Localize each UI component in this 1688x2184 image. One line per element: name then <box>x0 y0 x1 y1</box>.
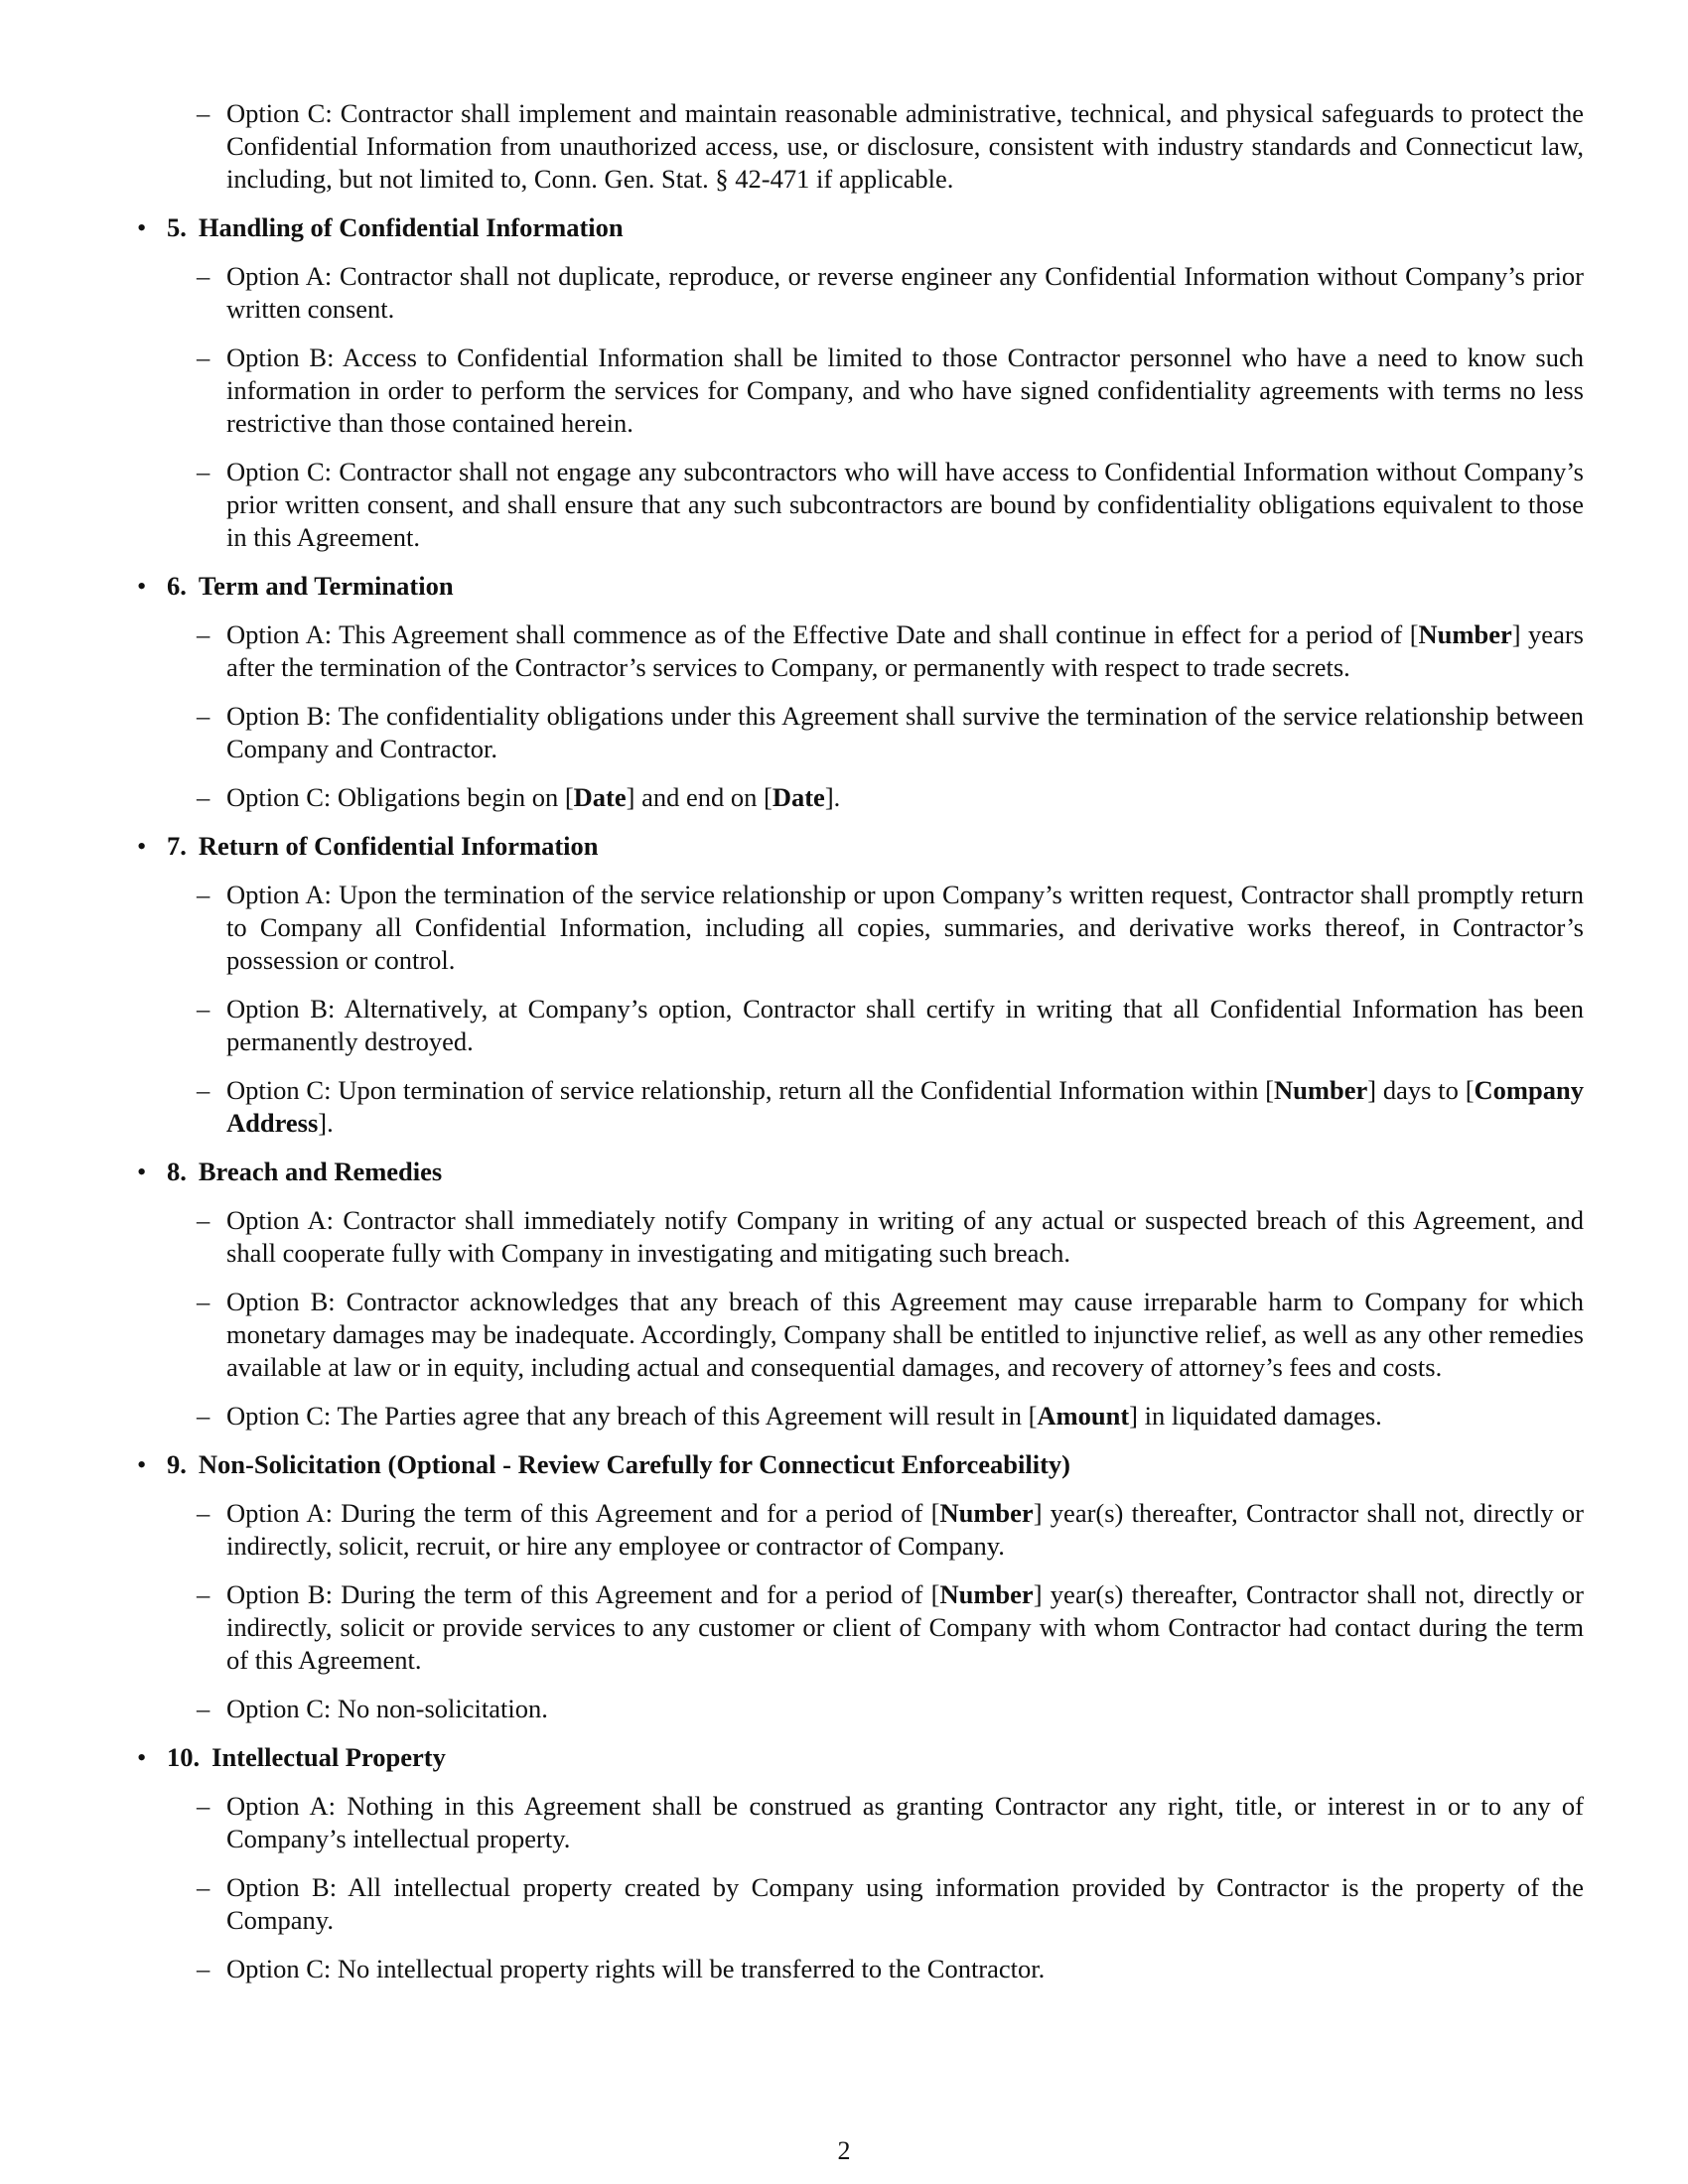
placeholder-field: Number <box>1274 1075 1368 1105</box>
option-label: Option A: <box>226 1498 333 1528</box>
section-option <box>129 1204 1584 1270</box>
section-title: Breach and Remedies <box>198 1157 443 1186</box>
section-option <box>129 1790 1584 1855</box>
dash-marker: – <box>197 1205 211 1235</box>
section-title: Non-Solicitation (Optional - Review Carefully for Connecticut Enforceability) <box>198 1449 1070 1479</box>
section-option <box>129 1286 1584 1384</box>
section-heading <box>129 570 1584 603</box>
section-heading <box>129 830 1584 863</box>
option-label: Option C: <box>226 457 332 486</box>
section-heading <box>129 1448 1584 1481</box>
option-label: Option C: <box>226 782 332 812</box>
option-text: Contractor shall not duplicate, reproduce, or reverse engineer any Confidential Information without Company’s prior written consent. <box>226 261 1585 324</box>
section-option <box>129 618 1584 684</box>
dash-marker: – <box>197 1872 211 1902</box>
option-label: Option B: <box>226 994 336 1024</box>
option-text: The Parties agree that any breach of this Agreement will result in [ <box>337 1401 1038 1431</box>
section-option <box>129 1400 1584 1433</box>
option-label: Option A: <box>226 1791 336 1821</box>
dash-marker: – <box>197 1287 211 1316</box>
section-option <box>129 879 1584 977</box>
section-option <box>129 456 1584 554</box>
bullet-marker: • <box>137 212 147 242</box>
option-text: During the term of this Agreement and for a period of [ <box>341 1498 940 1528</box>
option-text: ] and end on [ <box>626 782 773 812</box>
bullet-marker: • <box>137 831 147 861</box>
option-text: Contractor shall implement and maintain reasonable administrative, technical, and physical safeguards to protect the Confidential Information from unauthorized access, use, or disclosure, consistent with industry standards and Connecticut law, including, but not limited to, Conn. Gen. Stat. § 42-471 if applicable. <box>226 98 1584 194</box>
option-label: Option C: <box>226 1401 332 1431</box>
option-text: ]. <box>318 1108 334 1138</box>
section-title: Term and Termination <box>198 571 454 601</box>
section-option <box>129 1074 1584 1140</box>
dash-marker: – <box>197 782 211 812</box>
section-number: 7. <box>167 831 187 861</box>
section-title: Return of Confidential Information <box>198 831 599 861</box>
placeholder-field: Number <box>939 1498 1034 1528</box>
section-option <box>129 1871 1584 1937</box>
placeholder-field: Company Address <box>226 1075 1584 1138</box>
section-option <box>129 781 1584 814</box>
dash-marker: – <box>197 1954 211 1983</box>
dash-marker: – <box>197 261 211 291</box>
option-label: Option A: <box>226 880 332 909</box>
option-label: Option B: <box>226 701 332 731</box>
bullet-marker: • <box>137 571 147 601</box>
section-number: 8. <box>167 1157 187 1186</box>
placeholder-field: Number <box>1418 619 1512 649</box>
section-number: 9. <box>167 1449 187 1479</box>
option-text: ] years after the termination of the Contractor’s services to Company, or permanently with respect to trade secrets. <box>226 619 1584 682</box>
section-heading <box>129 1156 1584 1188</box>
section-number: 6. <box>167 571 187 601</box>
option-text: During the term of this Agreement and for a period of [ <box>341 1579 940 1609</box>
option-text: No intellectual property rights will be transferred to the Contractor. <box>337 1954 1046 1983</box>
option-text: Obligations begin on [ <box>337 782 574 812</box>
dash-marker: – <box>197 1401 211 1431</box>
option-text: Alternatively, at Company’s option, Contractor shall certify in writing that all Confidential Information has been permanently destroyed. <box>226 994 1584 1056</box>
placeholder-field: Date <box>573 782 627 812</box>
option-label: Option B: <box>226 1287 336 1316</box>
section-option <box>129 1953 1584 1985</box>
option-label: Option B: <box>226 1579 333 1609</box>
section-option <box>129 260 1584 326</box>
section-option <box>129 993 1584 1058</box>
section-option <box>129 1497 1584 1563</box>
bullet-marker: • <box>137 1449 147 1479</box>
section-title: Handling of Confidential Information <box>198 212 624 242</box>
sections-list <box>129 211 1584 1985</box>
lead-option-c <box>129 97 1584 196</box>
option-text: ] year(s) thereafter, Contractor shall not, directly or indirectly, solicit or provide services to any customer or client of Company with whom Contractor had contact during the term of this Agreement. <box>226 1579 1584 1675</box>
section-option <box>129 341 1584 440</box>
option-label: Option A: <box>226 619 333 649</box>
dash-marker: – <box>197 1075 211 1105</box>
option-label: Option C: <box>226 98 333 128</box>
option-text: ] days to [ <box>1367 1075 1475 1105</box>
dash-marker: – <box>197 1579 211 1609</box>
document-body <box>129 97 1584 2001</box>
placeholder-field: Amount <box>1037 1401 1130 1431</box>
section-heading <box>129 1741 1584 1774</box>
option-label: Option A: <box>226 261 333 291</box>
option-label: Option C: <box>226 1694 332 1723</box>
option-text: Nothing in this Agreement shall be construed as granting Contractor any right, title, or interest in or to any of Company’s intellectual property. <box>226 1791 1585 1853</box>
option-text: Upon termination of service relationship, return all the Confidential Information within [ <box>338 1075 1275 1105</box>
option-label: Option C: <box>226 1954 332 1983</box>
section-option <box>129 1578 1584 1677</box>
dash-marker: – <box>197 1791 211 1821</box>
page-number: 2 <box>837 2136 851 2165</box>
section-number: 5. <box>167 212 187 242</box>
section-heading <box>129 211 1584 244</box>
dash-marker: – <box>197 1498 211 1528</box>
option-text: ] year(s) thereafter, Contractor shall not, directly or indirectly, solicit, recruit, or hire any employee or contractor of Company. <box>226 1498 1584 1561</box>
option-text: No non-solicitation. <box>337 1694 548 1723</box>
dash-marker: – <box>197 619 211 649</box>
option-text: Contractor shall not engage any subcontractors who will have access to Confidential Information without Company’s prior written consent, and shall ensure that any such subcontractors are bound by confidentiality obligations equivalent to those in this Agreement. <box>226 457 1584 552</box>
option-text: ] in liquidated damages. <box>1129 1401 1382 1431</box>
option-text: ]. <box>824 782 841 812</box>
option-text: Upon the termination of the service relationship or upon Company’s written request, Contractor shall promptly return to Company all Confidential Information, including all copies, summaries, and derivative works thereof, in Contractor’s possession or control. <box>226 880 1585 975</box>
dash-marker: – <box>197 994 211 1024</box>
section-number: 10. <box>167 1742 201 1772</box>
option-text: Access to Confidential Information shall be limited to those Contractor personnel who have a need to know such information in order to perform the services for Company, and who have signed confidentiality agreements with terms no less restrictive than those contained herein. <box>226 342 1584 438</box>
option-text: Contractor acknowledges that any breach of this Agreement may cause irreparable harm to Company for which monetary damages may be inadequate. Accordingly, Company shall be entitled to injunctive relief, as well as any other remedies available at law or in equity, including actual and consequential damages, and recovery of attorney’s fees and costs. <box>226 1287 1584 1382</box>
option-label: Option B: <box>226 1872 338 1902</box>
section-option <box>129 1693 1584 1725</box>
placeholder-field: Number <box>939 1579 1034 1609</box>
section-option <box>129 700 1584 765</box>
option-text: All intellectual property created by Company using information provided by Contractor is the property of the Company. <box>226 1872 1584 1935</box>
option-label: Option A: <box>226 1205 334 1235</box>
dash-marker: – <box>197 701 211 731</box>
dash-marker: – <box>197 880 211 909</box>
option-text: The confidentiality obligations under this Agreement shall survive the termination of the service relationship between Company and Contractor. <box>226 701 1584 763</box>
bullet-marker: • <box>137 1157 147 1186</box>
option-text: Contractor shall immediately notify Company in writing of any actual or suspected breach of this Agreement, and shall cooperate fully with Company in investigating and mitigating such breach. <box>226 1205 1584 1268</box>
dash-marker: – <box>197 98 211 128</box>
placeholder-field: Date <box>772 782 825 812</box>
option-text: This Agreement shall commence as of the Effective Date and shall continue in effect for a period of [ <box>339 619 1419 649</box>
dash-marker: – <box>197 342 211 372</box>
dash-marker: – <box>197 1694 211 1723</box>
section-title: Intellectual Property <box>211 1742 446 1772</box>
option-label: Option C: <box>226 1075 332 1105</box>
bullet-marker: • <box>137 1742 147 1772</box>
dash-marker: – <box>197 457 211 486</box>
option-label: Option B: <box>226 342 335 372</box>
